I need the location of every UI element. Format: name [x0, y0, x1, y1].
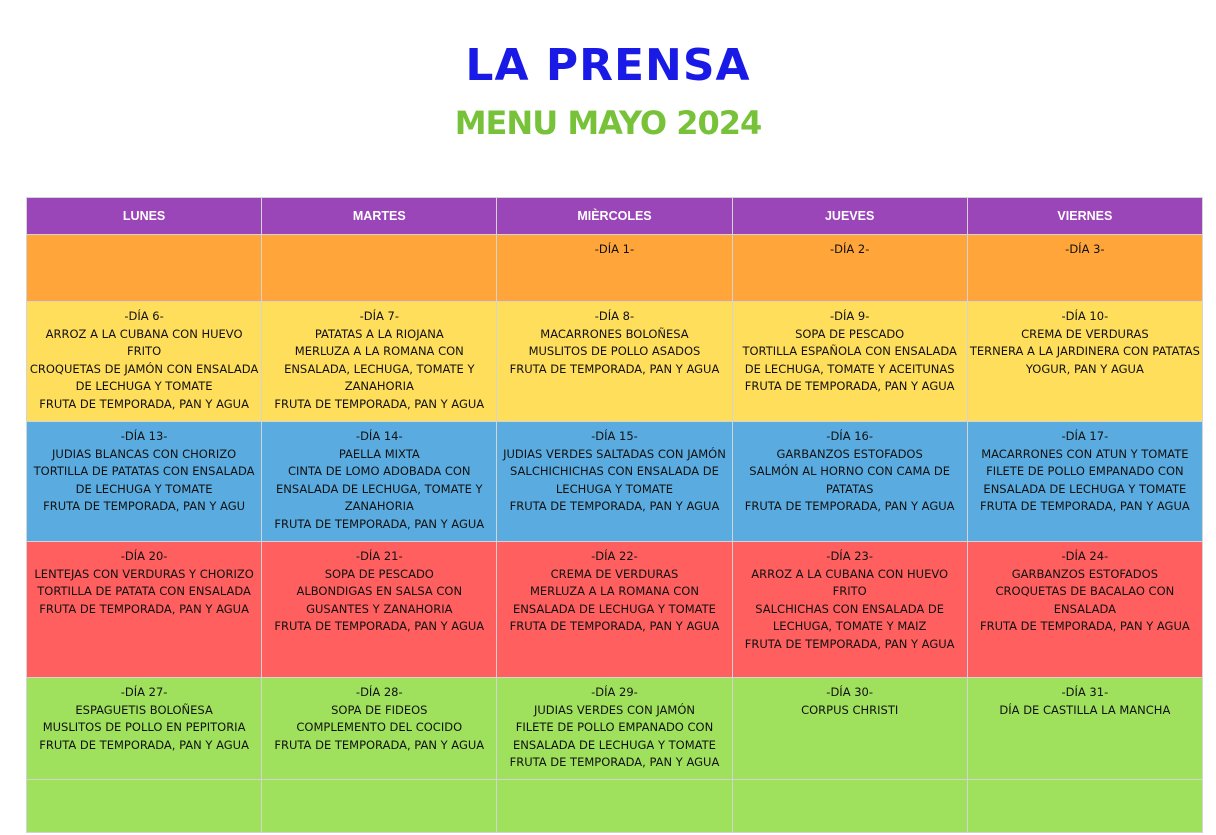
day-number: -DÍA 31-: [1061, 685, 1109, 699]
menu-dish: DÍA DE CASTILLA LA MANCHA: [999, 702, 1171, 717]
day-cell: [262, 302, 497, 422]
week-row: [27, 235, 1203, 302]
day-number: -DÍA 1-: [594, 242, 635, 256]
week-row: [27, 780, 1203, 833]
menu-dish: FILETE DE POLLO EMPANADO CON ENSALADA DE LECHUGA Y TOMATE: [983, 464, 1187, 496]
menu-dish: FRUTA DE TEMPORADA, PAN Y AGUA: [744, 636, 955, 651]
weekday-header-row: [27, 198, 1203, 235]
day-number: -DÍA 13-: [120, 429, 168, 443]
day-cell: [967, 780, 1202, 833]
day-number: -DÍA 27-: [120, 685, 168, 699]
menu-dish: FRUTA DE TEMPORADA, PAN Y AGUA: [39, 396, 249, 411]
menu-dish: CREMA DE VERDURAS: [1021, 326, 1149, 341]
day-number: -DÍA 20-: [120, 549, 168, 563]
menu-dish: ARROZ A LA CUBANA CON HUEVO FRITO: [45, 326, 243, 358]
menu-dish: FRUTA DE TEMPORADA, PAN Y AGUA: [509, 619, 720, 633]
day-cell: [732, 422, 967, 542]
day-cell: [27, 780, 262, 833]
menu-dish: SALMÓN AL HORNO CON CAMA DE PATATAS: [749, 464, 951, 496]
day-number: -DÍA 15-: [591, 429, 638, 443]
menu-dish: CREMA DE VERDURAS: [550, 566, 679, 581]
menu-dish: ALBONDIGAS EN SALSA CON GUSANTES Y ZANAHORIA: [296, 584, 463, 616]
menu-dish: MERLUZA A LA ROMANA CON ENSALADA, LECHUGA, TOMATE Y ZANAHORIA: [284, 344, 475, 393]
day-cell: [27, 302, 262, 422]
day-number: -DÍA 7-: [359, 309, 399, 323]
menu-dish: YOGUR, PAN Y AGUA: [1025, 361, 1144, 376]
menu-dish: GARBANZOS ESTOFADOS: [1011, 566, 1159, 581]
menu-dish: FRUTA DE TEMPORADA, PAN Y AGUA: [744, 379, 955, 393]
menu-dish: MACARRONES BOLOÑESA: [540, 326, 689, 341]
header-martes: MARTES: [262, 198, 497, 235]
menu-dish: SALCHICHICHAS CON ENSALADA DE LECHUGA Y TOMATE: [510, 464, 719, 496]
menu-dish: MACARRONES CON ATUN Y TOMATE: [981, 446, 1189, 461]
page-title: LA PRENSA: [465, 40, 751, 91]
menu-dish: TORTILLA ESPAÑOLA CON ENSALADA DE LECHUGA, TOMATE Y ACEITUNAS: [742, 344, 957, 376]
menu-dish: JUDIAS VERDES CON JAMÓN: [533, 702, 695, 717]
menu-dish: FRUTA DE TEMPORADA, PAN Y AGUA: [39, 601, 249, 616]
menu-dish: MERLUZA A LA ROMANA CON ENSALADA DE LECHUGA Y TOMATE: [513, 584, 716, 616]
menu-dish: CORPUS CHRISTI: [801, 702, 899, 717]
day-number: -DÍA 6-: [124, 309, 164, 323]
menu-dish: GARBANZOS ESTOFADOS: [776, 446, 923, 461]
day-cell: [262, 235, 497, 302]
menu-dish: ARROZ A LA CUBANA CON HUEVO FRITO: [751, 566, 949, 598]
day-cell: [967, 235, 1202, 302]
day-number: -DÍA 2-: [829, 242, 870, 256]
day-number: -DÍA 8-: [594, 309, 635, 323]
menu-dish: FRUTA DE TEMPORADA, PAN Y AGUA: [274, 619, 485, 633]
day-cell: [262, 422, 497, 542]
menu-dish: MUSLITOS DE POLLO ASADOS: [528, 344, 701, 358]
header-lunes: LUNES: [27, 198, 262, 235]
menu-subtitle: MENU MAYO 2024: [454, 104, 762, 142]
day-cell: [497, 678, 732, 780]
menu-dish: SOPA DE FIDEOS: [331, 702, 428, 717]
menu-dish: FRUTA DE TEMPORADA, PAN Y AGUA: [980, 619, 1190, 633]
menu-dish: CROQUETAS DE BACALAO CON ENSALADA: [995, 584, 1175, 616]
header-jueves: JUEVES: [732, 198, 967, 235]
menu-dish: FILETE DE POLLO EMPANADO CON ENSALADA DE LECHUGA Y TOMATE: [513, 720, 716, 752]
menu-dish: JUDIAS VERDES SALTADAS CON JAMÓN: [503, 446, 726, 461]
day-cell: [732, 780, 967, 833]
menu-dish: TORTILLA DE PATATA CON ENSALADA: [37, 584, 251, 598]
day-cell: [497, 422, 732, 542]
menu-dish: LENTEJAS CON VERDURAS Y CHORIZO: [34, 566, 254, 581]
menu-dish: TERNERA A LA JARDINERA CON PATATAS: [969, 344, 1200, 358]
menu-dish: TORTILLA DE PATATAS CON ENSALADA DE LECHUGA Y TOMATE: [33, 464, 255, 496]
menu-dish: PATATAS A LA RIOJANA: [314, 326, 444, 341]
menu-dish: SOPA DE PESCADO: [795, 326, 905, 341]
day-cell: [27, 422, 262, 542]
menu-dish: FRUTA DE TEMPORADA, PAN Y AGUA: [509, 499, 720, 513]
day-cell: [497, 542, 732, 678]
day-number: -DÍA 30-: [826, 685, 873, 699]
menu-dish: FRUTA DE TEMPORADA, PAN Y AGUA: [509, 361, 720, 376]
day-number: -DÍA 17-: [1061, 429, 1109, 443]
menu-dish: SOPA DE PESCADO: [324, 566, 434, 581]
menu-dish: JUDIAS BLANCAS CON CHORIZO: [52, 446, 237, 461]
day-cell: [732, 542, 967, 678]
day-cell: [497, 235, 732, 302]
menu-dish: CINTA DE LOMO ADOBADA CON ENSALADA DE LECHUGA, TOMATE Y ZANAHORIA: [276, 464, 483, 513]
menu-dish: CROQUETAS DE JAMÓN CON ENSALADA DE LECHUGA Y TOMATE: [29, 361, 259, 393]
day-number: -DÍA 21-: [355, 549, 403, 563]
day-cell: [967, 422, 1202, 542]
day-cell: [732, 678, 967, 780]
day-cell: [732, 302, 967, 422]
day-cell: [497, 302, 732, 422]
menu-dish: FRUTA DE TEMPORADA, PAN Y AGUA: [274, 396, 485, 411]
day-cell: [497, 780, 732, 833]
header-miercoles: MIÈRCOLES: [497, 198, 732, 235]
week-row: [27, 542, 1203, 678]
menu-dish: PAELLA MIXTA: [338, 446, 420, 461]
menu-dish: COMPLEMENTO DEL COCIDO: [296, 720, 463, 734]
menu-dish: FRUTA DE TEMPORADA, PAN Y AGUA: [509, 755, 720, 769]
week-row: [27, 422, 1203, 542]
header-viernes: VIERNES: [967, 198, 1202, 235]
menu-dish: FRUTA DE TEMPORADA, PAN Y AGUA: [39, 737, 249, 752]
day-cell: [27, 678, 262, 780]
day-cell: [967, 302, 1202, 422]
menu-dish: ESPAGUETIS BOLOÑESA: [75, 702, 213, 717]
menu-body: [27, 235, 1203, 833]
day-cell: [732, 235, 967, 302]
day-number: -DÍA 14-: [355, 429, 403, 443]
day-number: -DÍA 29-: [591, 685, 638, 699]
day-number: -DÍA 22-: [591, 549, 638, 563]
week-row: [27, 678, 1203, 780]
day-cell: [27, 542, 262, 678]
day-cell: [27, 235, 262, 302]
day-cell: [262, 678, 497, 780]
menu-dish: SALCHICHAS CON ENSALADA DE LECHUGA, TOMATE Y MAIZ: [755, 601, 945, 633]
day-number: -DÍA 24-: [1061, 549, 1109, 563]
day-cell: [262, 780, 497, 833]
menu-dish: FRUTA DE TEMPORADA, PAN Y AGUA: [274, 737, 485, 752]
day-cell: [967, 678, 1202, 780]
day-cell: [262, 542, 497, 678]
day-number: -DÍA 3-: [1065, 242, 1105, 256]
menu-dish: FRUTA DE TEMPORADA, PAN Y AGUA: [274, 516, 485, 531]
day-number: -DÍA 23-: [826, 549, 873, 563]
menu-dish: FRUTA DE TEMPORADA, PAN Y AGU: [43, 499, 246, 513]
week-row: [27, 302, 1203, 422]
menu-calendar-table: [26, 197, 1203, 833]
day-number: -DÍA 10-: [1061, 309, 1109, 323]
day-number: -DÍA 16-: [826, 429, 873, 443]
menu-dish: FRUTA DE TEMPORADA, PAN Y AGUA: [744, 499, 955, 513]
day-number: -DÍA 28-: [355, 685, 403, 699]
day-cell: [967, 542, 1202, 678]
day-number: -DÍA 9-: [829, 309, 870, 323]
menu-dish: FRUTA DE TEMPORADA, PAN Y AGUA: [980, 499, 1190, 513]
menu-dish: MUSLITOS DE POLLO EN PEPITORIA: [42, 720, 246, 734]
